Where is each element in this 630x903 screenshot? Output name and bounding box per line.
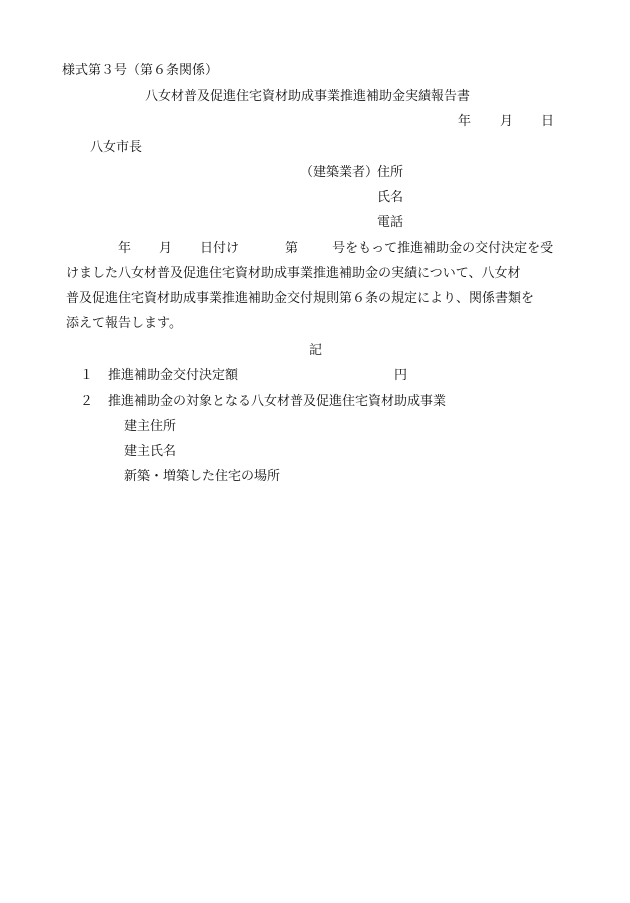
sub-item-owner-address: 建主住所 — [124, 419, 177, 434]
item-1-label: 推進補助金交付決定額 — [108, 368, 239, 383]
date-month: 月 — [500, 114, 514, 129]
form-label: 様式第３号（第６条関係） — [62, 63, 219, 78]
document-title: 八女材普及促進住宅資材助成事業推進補助金実績報告書 — [145, 89, 471, 104]
item-1-unit: 円 — [394, 368, 408, 383]
body-month: 月 — [159, 241, 173, 256]
applicant-phone-label: 電話 — [377, 215, 404, 230]
sub-item-owner-name: 建主氏名 — [124, 444, 177, 459]
body-year: 年 — [118, 241, 132, 256]
body-number: 第 — [285, 241, 299, 256]
body-line-2: けました八女材普及促進住宅資材助成事業推進補助金の実績について、八女材 — [66, 266, 521, 281]
date-day: 日 — [541, 114, 555, 129]
item-2-label: 推進補助金の対象となる八女材普及促進住宅資材助成事業 — [108, 394, 447, 409]
ki-heading: 記 — [309, 343, 323, 358]
applicant-name-label: 氏名 — [377, 190, 404, 205]
sub-item-house-location: 新築・増築した住宅の場所 — [124, 469, 281, 484]
body-line-3: 普及促進住宅資材助成事業推進補助金交付規則第６条の規定により、関係書類を — [66, 291, 535, 306]
body-line-4: 添えて報告します。 — [66, 316, 182, 331]
body-line-1 — [66, 236, 586, 261]
applicant-address-label: 住所 — [377, 165, 404, 180]
item-1-number: １ — [80, 368, 94, 383]
applicant-role: （建築業者） — [300, 165, 379, 180]
body-date: 日付け — [200, 241, 240, 256]
date-year: 年 — [458, 114, 472, 129]
report-body — [66, 236, 586, 336]
body-line-1-rest: 号をもって推進補助金の交付決定を受 — [332, 241, 554, 256]
addressee: 八女市長 — [90, 140, 143, 155]
item-2-number: ２ — [80, 394, 94, 409]
